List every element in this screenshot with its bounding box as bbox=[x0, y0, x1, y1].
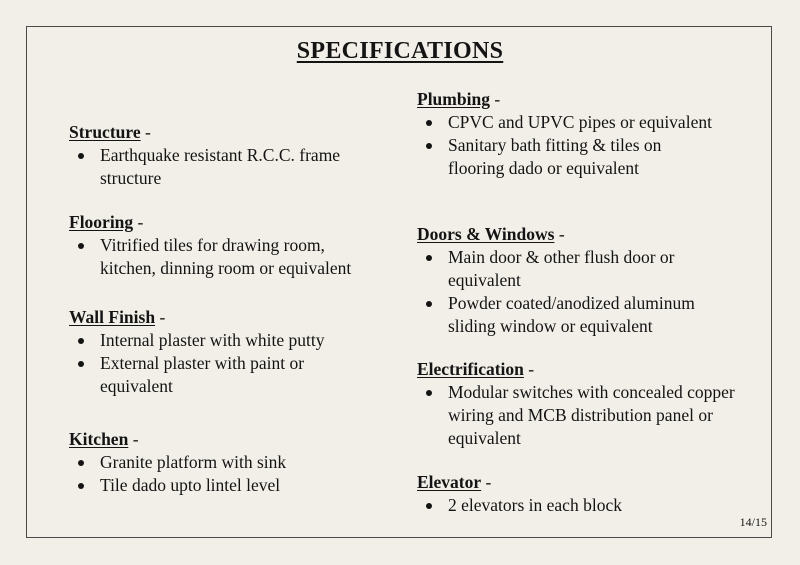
list-item: Internal plaster with white putty bbox=[69, 329, 369, 352]
section-heading: Structure bbox=[69, 122, 141, 142]
list-item: Vitrified tiles for drawing room, kitchen, dinning room or equivalent bbox=[69, 234, 379, 280]
section-kitchen: Kitchen - Granite platform with sink Tile dado upto lintel level bbox=[69, 428, 369, 497]
section-heading: Elevator bbox=[417, 472, 482, 492]
list-item: CPVC and UPVC pipes or equivalent bbox=[417, 111, 717, 134]
list-item: External plaster with paint or equivalent bbox=[69, 352, 369, 398]
list-item: Modular switches with concealed copper wiring and MCB distribution panel or equivalent bbox=[417, 381, 737, 450]
section-structure: Structure - Earthquake resistant R.C.C. frame structure bbox=[69, 121, 379, 190]
section-flooring: Flooring - Vitrified tiles for drawing room, kitchen, dinning room or equivalent bbox=[69, 211, 379, 280]
page-title: SPECIFICATIONS bbox=[296, 38, 504, 64]
section-elevator: Elevator - 2 elevators in each block bbox=[417, 471, 717, 517]
section-wall-finish: Wall Finish - Internal plaster with white putty External plaster with paint or equivalent bbox=[69, 306, 369, 398]
section-heading: Wall Finish bbox=[69, 307, 156, 327]
list-item: Powder coated/anodized aluminum sliding window or equivalent bbox=[417, 292, 727, 338]
section-heading: Plumbing bbox=[417, 89, 490, 109]
section-electrification: Electrification - Modular switches with concealed copper wiring and MCB distribution panel or equivalent bbox=[417, 358, 737, 450]
list-item: Granite platform with sink bbox=[69, 451, 369, 474]
page-number: 14/15 bbox=[739, 515, 767, 529]
section-heading: Doors & Windows bbox=[417, 224, 555, 244]
section-heading: Kitchen bbox=[69, 429, 129, 449]
list-item: 2 elevators in each block bbox=[417, 494, 717, 517]
list-item: Tile dado upto lintel level bbox=[69, 474, 369, 497]
section-plumbing: Plumbing - CPVC and UPVC pipes or equivalent Sanitary bath fitting & tiles on flooring dado or equivalent bbox=[417, 88, 717, 180]
list-item: Main door & other flush door or equivalent bbox=[417, 246, 727, 292]
section-heading: Electrification bbox=[417, 359, 524, 379]
section-heading: Flooring bbox=[69, 212, 134, 232]
list-item: Sanitary bath fitting & tiles on flooring dado or equivalent bbox=[417, 134, 717, 180]
section-doors-windows: Doors & Windows - Main door & other flush door or equivalent Powder coated/anodized aluminum sliding window or equivalent bbox=[417, 223, 727, 338]
list-item: Earthquake resistant R.C.C. frame structure bbox=[69, 144, 379, 190]
